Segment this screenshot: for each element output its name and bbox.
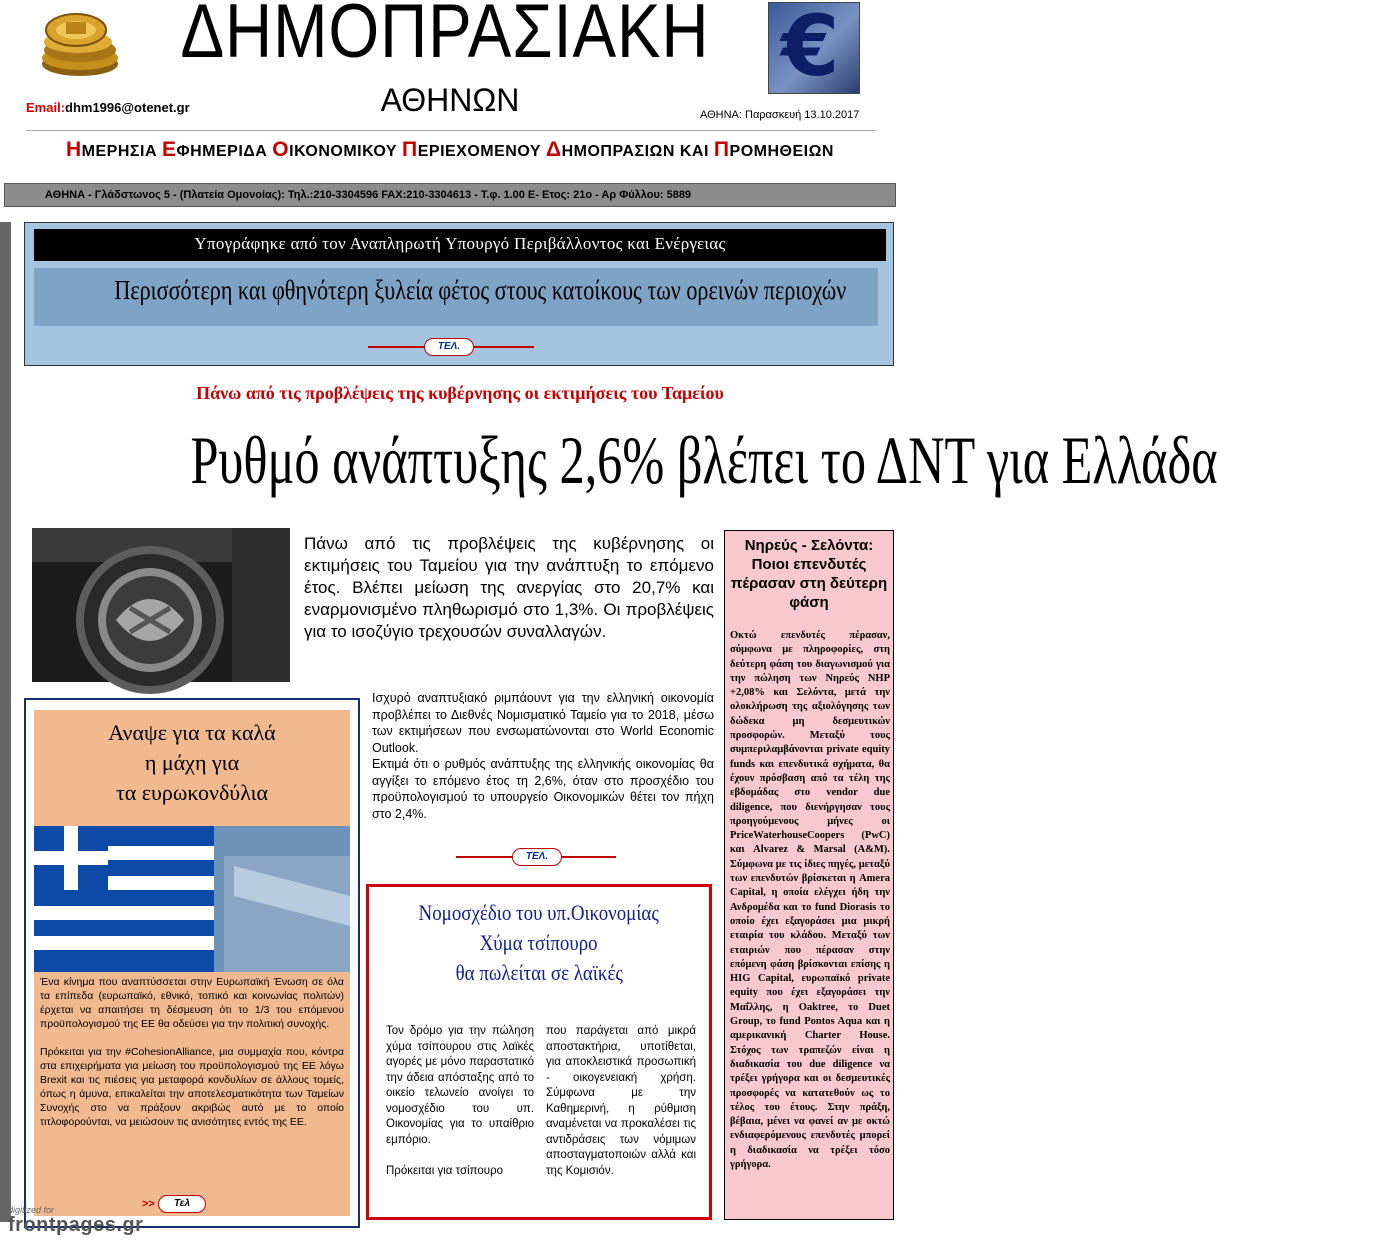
tsipouro-story-headline[interactable]: Νομοσχέδιο του υπ.Οικονομίας Χύμα τσίπουρο θα πωλείται σε λαϊκές xyxy=(418,900,660,985)
tsipouro-story-column-2: που παράγεται από μικρά αποστακτήρια, υποτίθεται, για αποκλειστικά προσωπική - οικογενειακή χρήση. Σύμφωνα με την Καθημερινή, η ρύθμιση αναμένεται να προκαλέσει τις αντιδράσεις των νόμιμων αποσταγματοποιών αλλά και της Κομισιόν. xyxy=(546,1025,696,1177)
side-story-headline[interactable]: Νηρεύς - Σελόντα: Ποιοι επενδυτές πέρασαν στη δεύτερη φάση xyxy=(730,537,888,611)
tsipouro-story-column-1: Τον δρόμο για την πώληση χύμα τσίπουρου στις λαϊκές αγορές με μόνο παραστατικό την άδεια απόσταξης από το οικείο τελωνείο ανοίγει το νομοσχέδιο του υπ. Οικονομίας για το υπαίθριο εμπόριο. Πρόκειται για τσίπουρο xyxy=(386,1025,534,1177)
side-story-body: Οκτώ επενδυτές πέρασαν, σύμφωνα με πληροφορίες, στη δεύτερη φάση του διαγωνισμού για την πώληση των Νηρεύς NHP +2,08% και Σελόντα, μετά την ολοκλήρωση της αξιολόγησης των δώδεκα μη δεσμευτικών προσφορών. Μεταξύ τους συμπεριλαμβάνονται private equity funds και επενδυτικά σχήματα, θα έχουν πρόσβαση από τα τέλη της εβδομάδας στο vendor due diligence, που διενήργησαν τους προηγούμενους μήνες οι PriceWaterhouseCoopers (PwC) και Alvarez & Marsal (A&M). Σύμφωνα με τις ίδιες πηγές, μεταξύ των επενδυτών βρίσκεται η Amera Capital, η οποία ελέγχει ήδη την Ανδρομέδα και το fund Diorasis το οποίο έχει εξαγοράσει μια μικρή εταιρία του κλάδου. Μεταξύ των εταιριών που πέρασαν στην επόμενη φάση βρίσκονται επίσης η HIG Capital, ευρωπαϊκό private equity που έχει εξαγοράσει την Μαΐλλης, η Oaktree, το Duet Group, το fund Pontos Aqua και η αμερικανική Charter House. Στόχος των τραπεζών είναι η διαδικασία του due diligence να τρέξει γρήγορα και οι δεσμευτικές προσφορές να κατατεθούν ως το τέλος του έτους. Στην πράξη, βέβαια, μένει να φανεί αν με οκτώ ενδιαφερόμενους επενδυτές μπορεί η διαδικασία να τρέξει τόσο γρήγορα. xyxy=(730,630,890,1170)
left-rule xyxy=(0,222,11,1222)
masthead-subtitle: ΑΘΗΝΩΝ xyxy=(380,82,520,118)
masthead-divider xyxy=(26,130,876,131)
main-story-headline[interactable]: Ρυθμό ανάπτυξης 2,6% βλέπει το ΔΝΤ για Ελλάδα xyxy=(190,422,1218,498)
greek-flag-euro-photo xyxy=(34,826,350,972)
top-story-kicker: Υπογράφηκε από τον Αναπληρωτή Υπουργό Περιβάλλοντος και Ενέργειας xyxy=(34,229,886,261)
imf-seal-photo xyxy=(32,528,290,682)
euro-sign-image: € xyxy=(768,2,860,94)
tagline: ΗΜΕΡΗΣΙΑ ΕΦΗΜΕΡΙΔΑ ΟΙΚΟΝΟΜΙΚΟΥ ΠΕΡΙΕΧΟΜΕΝΟΥ ΔΗΜΟΠΡΑΣΙΩΝ ΚΑΙ ΠΡΟΜΗΘΕΙΩΝ xyxy=(66,138,834,161)
top-story-headline[interactable]: Περισσότερη και φθηνότερη ξυλεία φέτος στους κατοίκους των ορεινών περιοχών xyxy=(34,268,878,326)
contact-email[interactable]: Email:dhm1996@otenet.gr xyxy=(26,100,190,115)
info-bar: ΑΘΗΝΑ - Γλάδστωνος 5 - (Πλατεία Ομονοίας): Τηλ.:210-3304596 FAX:210-3304613 - Τ.φ. 1.00 Ε- Ετος: 21ο - Αρ Φύλλου: 5889 xyxy=(4,183,896,207)
watermark: digitized for frontpages.gr xyxy=(8,1205,144,1236)
main-story-lead: Πάνω από τις προβλέψεις της κυβέρνησης οι εκτιμήσεις του Ταμείου για την ανάπτυξη το επόμενο έτος. Βλέπει μείωση της ανεργίας στο 20,7% και εναρμονισμένο πληθωρισμό στο 1,3%. Οι προβλέψεις για το ισοζύγιο τρεχουσών συναλλαγών. xyxy=(304,534,714,641)
end-badge: ΤΕΛ. xyxy=(424,338,474,356)
gold-coins-image xyxy=(30,2,122,80)
masthead-title: ΔΗΜΟΠΡΑΣΙΑΚΗ xyxy=(180,0,710,74)
main-story-body: Ισχυρό αναπτυξιακό ριμπάουντ για την ελληνική οικονομία προβλέπει το Διεθνές Νομισματικό Ταμείο για το 2018, μέσω των εκτιμήσεων που ενσωματώνονται στο World Economic Outlook. Εκτιμά ότι ο ρυθμός ανάπτυξης της ελληνικής οικονομίας θα αγγίξει το επόμενο έτος τη 2,6%, όταν στο προσχέδιο του προϋπολογισμού το υπουργείο Οικονομικών θέτει τον πήχη στο 2,4%. xyxy=(372,691,714,821)
main-story-kicker: Πάνω από τις προβλέψεις της κυβέρνησης οι εκτιμήσεις του Ταμείου xyxy=(196,383,724,403)
eu-story-headline[interactable]: Αναψε για τα καλά η μάχη για τα ευρωκονδύλια xyxy=(108,720,276,805)
end-badge: Τελ xyxy=(158,1195,206,1213)
eu-story-body: Ένα κίνημα που αναπτύσσεται στην Ευρωπαϊκή Ένωση σε όλα τα επίπεδα (ευρωπαϊκό, εθνικό, τοπικό και κοινωνίας πολιτών) έρχεται να απαιτήσει τη δέσμευση ότι το 1/3 του επόμενου προϋπολογισμού της ΕΕ θα οδεύσει για την πολιτική συνοχής. Πρόκειται για την #CohesionAlliance, μια συμμαχία που, κόντρα στα επιχειρήματα για μείωση του προϋπολογισμού της ΕΕ λόγω Brexit και τις πιέσεις για μεταφορά κονδυλίων σε άλλους τομείς, όπως η άμυνα, επικαλείται την αποτελεσματικότητα των Ταμείων Συνοχής στο να πράξουν ακριβώς αυτό με το οποίο τιτλοφορούνται, να μειώσουν τις ανισότητες εντός της ΕΕ. xyxy=(40,976,344,1128)
more-arrow: >> xyxy=(142,1198,155,1210)
dateline: ΑΘΗΝΑ: Παρασκευή 13.10.2017 xyxy=(700,109,860,121)
end-badge: ΤΕΛ. xyxy=(512,848,562,866)
